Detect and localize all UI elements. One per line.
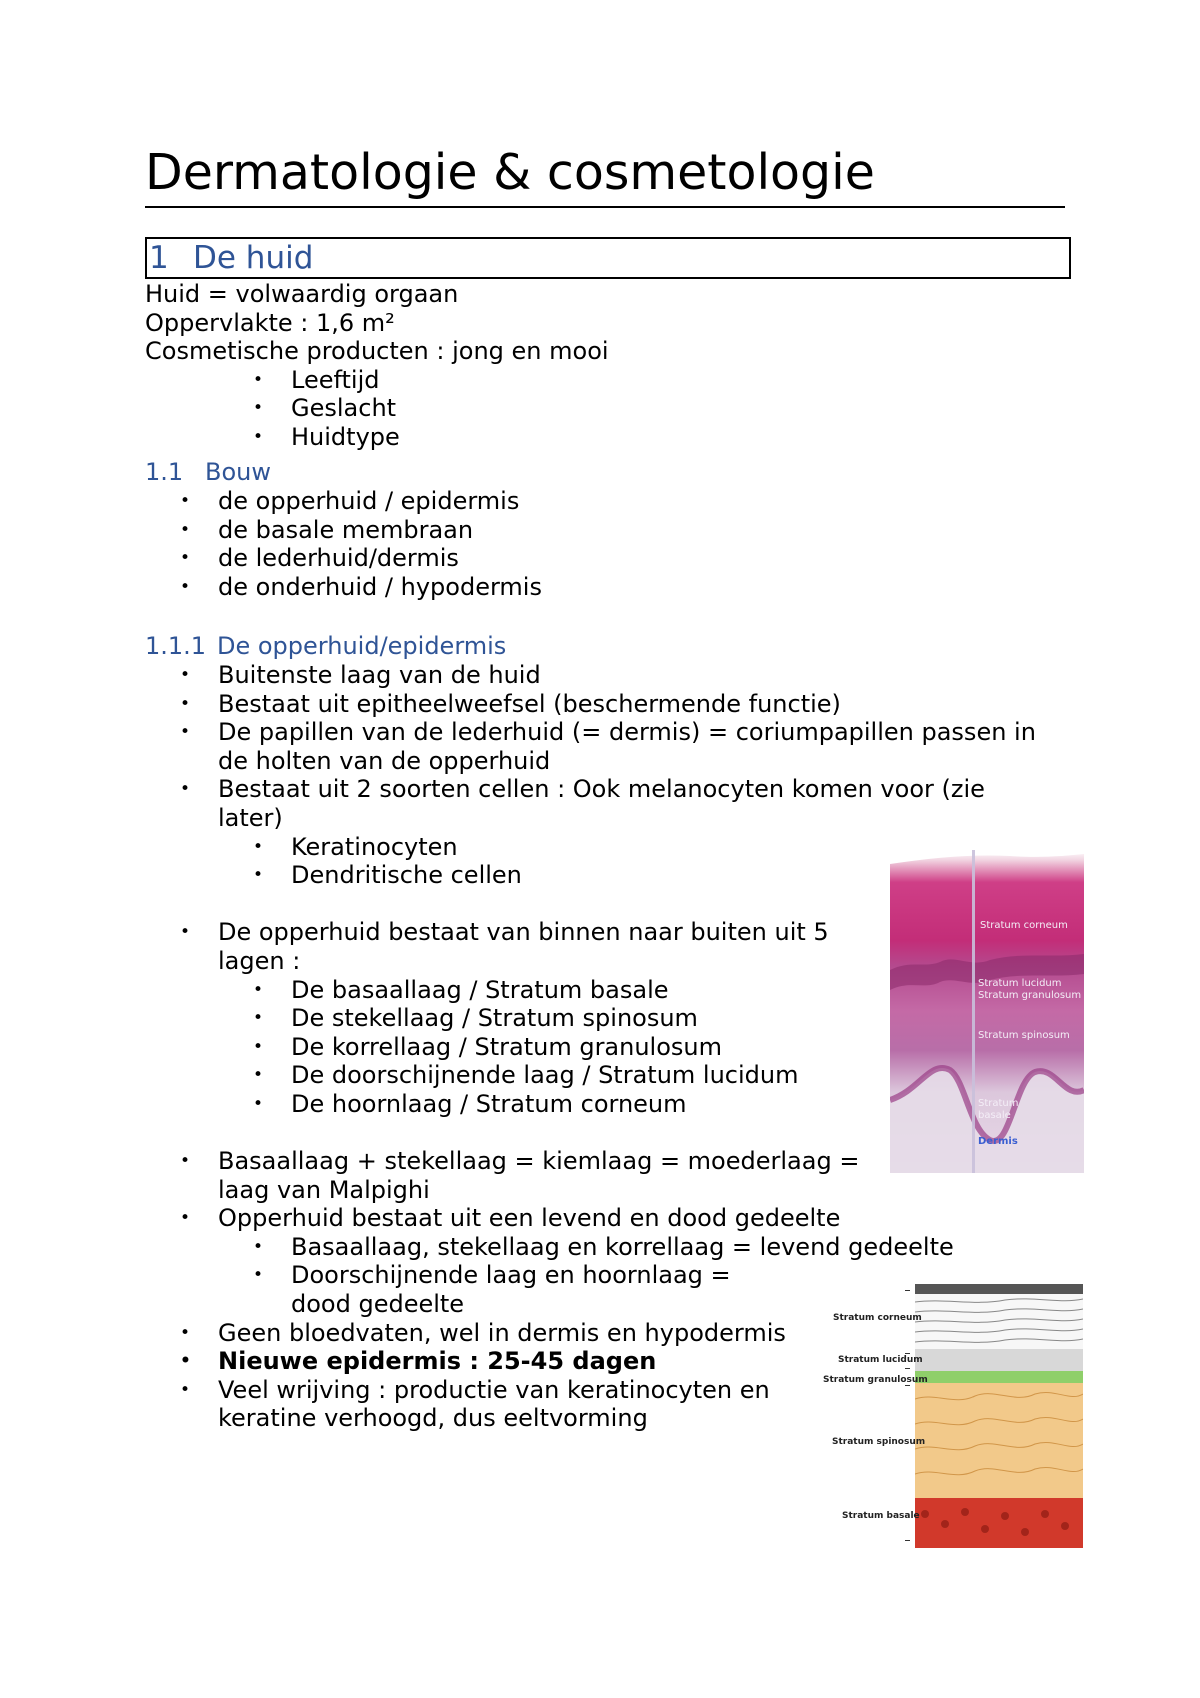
bullet-icon: • <box>253 1236 264 1257</box>
micrograph-label: Stratum lucidum <box>978 978 1062 989</box>
drawing-tick <box>905 1368 910 1369</box>
micrograph-label: Stratum granulosum <box>978 990 1082 1001</box>
bullet-icon: • <box>253 369 264 390</box>
heading-text: Bouw <box>205 458 271 486</box>
list-item: • Nieuwe epidermis : 25-45 dagen <box>180 1347 657 1376</box>
epidermis-drawing <box>915 1284 1083 1548</box>
bullet-icon: • <box>253 398 264 419</box>
list-item: • Geen bloedvaten, wel in dermis en hypodermis <box>180 1318 786 1347</box>
bullet-icon: • <box>180 665 191 685</box>
bullet-icon: • <box>253 836 264 857</box>
heading-section-1-1-1 <box>145 632 506 661</box>
list-item: • Basaallaag + stekellaag = kiemlaag = moederlaag = <box>180 1147 860 1176</box>
list-item: • Geslacht <box>253 394 397 423</box>
list-item-continuation: keratine verhoogd, dus eeltvorming <box>218 1404 648 1433</box>
bullet-icon: • <box>253 1036 264 1057</box>
bullet-icon: • <box>253 865 264 886</box>
micrograph-label: basale <box>978 1110 1011 1121</box>
list-item: • De opperhuid bestaat van binnen naar buiten uit 5 <box>180 918 829 947</box>
drawing-tick <box>905 1290 910 1291</box>
list-item: • Bestaat uit 2 soorten cellen : Ook melanocyten komen voor (zie <box>180 775 985 804</box>
list-item-continuation: dood gedeelte <box>291 1290 465 1319</box>
bullet-icon: • <box>180 922 191 943</box>
bullet-icon: • <box>253 1008 264 1029</box>
list-item: • Veel wrijving : productie van keratinocyten en <box>180 1375 770 1404</box>
list-item: • Leeftijd <box>253 365 380 394</box>
intro-line: Cosmetische producten : jong en mooi <box>145 337 609 366</box>
bullet-icon: • <box>253 1093 264 1114</box>
list-item-continuation: later) <box>218 803 283 832</box>
micrograph-label: Stratum <box>978 1098 1019 1109</box>
list-item: • Keratinocyten <box>253 832 458 861</box>
list-item: • Doorschijnende laag en hoornlaag = <box>253 1261 731 1290</box>
list-item-continuation: de holten van de opperhuid <box>218 746 551 775</box>
micrograph-label: Stratum corneum <box>980 920 1068 931</box>
heading-number: 1 <box>149 240 169 276</box>
list-item: • Buitenste laag van de huid <box>180 661 541 689</box>
list-item: • de basale membraan <box>180 515 474 544</box>
drawing-label: Stratum spinosum <box>832 1437 926 1447</box>
bullet-icon: • <box>180 693 191 714</box>
bullet-icon: • <box>180 1379 191 1400</box>
heading-number: 1.1.1 <box>145 632 207 660</box>
drawing-label: Stratum basale <box>842 1511 920 1521</box>
drawing-tick <box>905 1353 910 1354</box>
list-item: • De hoornlaag / Stratum corneum <box>253 1089 687 1118</box>
micrograph-marker-line <box>972 850 975 1173</box>
heading-text: De huid <box>193 240 314 276</box>
drawing-tick <box>905 1385 910 1386</box>
heading-number: 1.1 <box>145 458 184 486</box>
bullet-icon: • <box>180 1351 191 1372</box>
bullet-icon: • <box>253 426 264 447</box>
heading-section-1 <box>145 237 1071 279</box>
intro-line: Oppervlakte : 1,6 m² <box>145 308 395 337</box>
heading-section-1-1 <box>145 458 271 487</box>
drawing-label: Stratum corneum <box>833 1313 922 1323</box>
bullet-icon: • <box>180 519 191 540</box>
epidermis-micrograph <box>890 850 1084 1173</box>
drawing-label: Stratum lucidum <box>838 1355 923 1365</box>
bullet-icon: • <box>253 979 264 1000</box>
list-item: • de opperhuid / epidermis <box>180 487 520 515</box>
bullet-icon: • <box>180 548 191 569</box>
list-item: • De stekellaag / Stratum spinosum <box>253 1004 698 1033</box>
micrograph-label: Stratum spinosum <box>978 1030 1070 1041</box>
drawing-shapes <box>915 1284 1083 1548</box>
bullet-icon: • <box>180 722 191 743</box>
bouw-list <box>145 487 542 601</box>
list-item-continuation: laag van Malpighi <box>218 1175 430 1204</box>
list-item: • de onderhuid / hypodermis <box>180 572 542 601</box>
bullet-icon: • <box>180 779 191 800</box>
intro-line: Huid = volwaardig orgaan <box>145 280 459 308</box>
document-title: Dermatologie & cosmetologie <box>145 142 1065 208</box>
bullet-icon: • <box>180 491 191 511</box>
bullet-icon: • <box>180 576 191 597</box>
list-item: • Dendritische cellen <box>253 861 522 890</box>
list-item: • Opperhuid bestaat uit een levend en dood gedeelte <box>180 1204 841 1233</box>
list-item: • Bestaat uit epitheelweefsel (beschermende functie) <box>180 689 841 718</box>
micrograph-shapes <box>890 850 1084 1173</box>
list-item: • Huidtype <box>253 422 400 451</box>
drawing-label: Stratum granulosum <box>823 1375 928 1385</box>
intro-block <box>145 280 609 452</box>
bullet-icon: • <box>253 1065 264 1086</box>
bullet-icon: • <box>253 1265 264 1286</box>
list-item: • de lederhuid/dermis <box>180 544 459 573</box>
bullet-icon: • <box>180 1322 191 1343</box>
drawing-tick <box>905 1540 910 1541</box>
bullet-icon: • <box>180 1208 191 1229</box>
micrograph-label: Dermis <box>978 1136 1018 1147</box>
list-item: • De doorschijnende laag / Stratum lucidum <box>253 1061 799 1090</box>
list-item: • De basaallaag / Stratum basale <box>253 975 669 1004</box>
list-item: • De korrellaag / Stratum granulosum <box>253 1032 723 1061</box>
heading-text: De opperhuid/epidermis <box>217 632 507 660</box>
list-item-continuation: lagen : <box>218 946 301 975</box>
list-item: • Basaallaag, stekellaag en korrellaag = levend gedeelte <box>253 1232 954 1261</box>
list-item: • De papillen van de lederhuid (= dermis) = coriumpapillen passen in <box>180 718 1036 747</box>
bullet-icon: • <box>180 1151 191 1172</box>
